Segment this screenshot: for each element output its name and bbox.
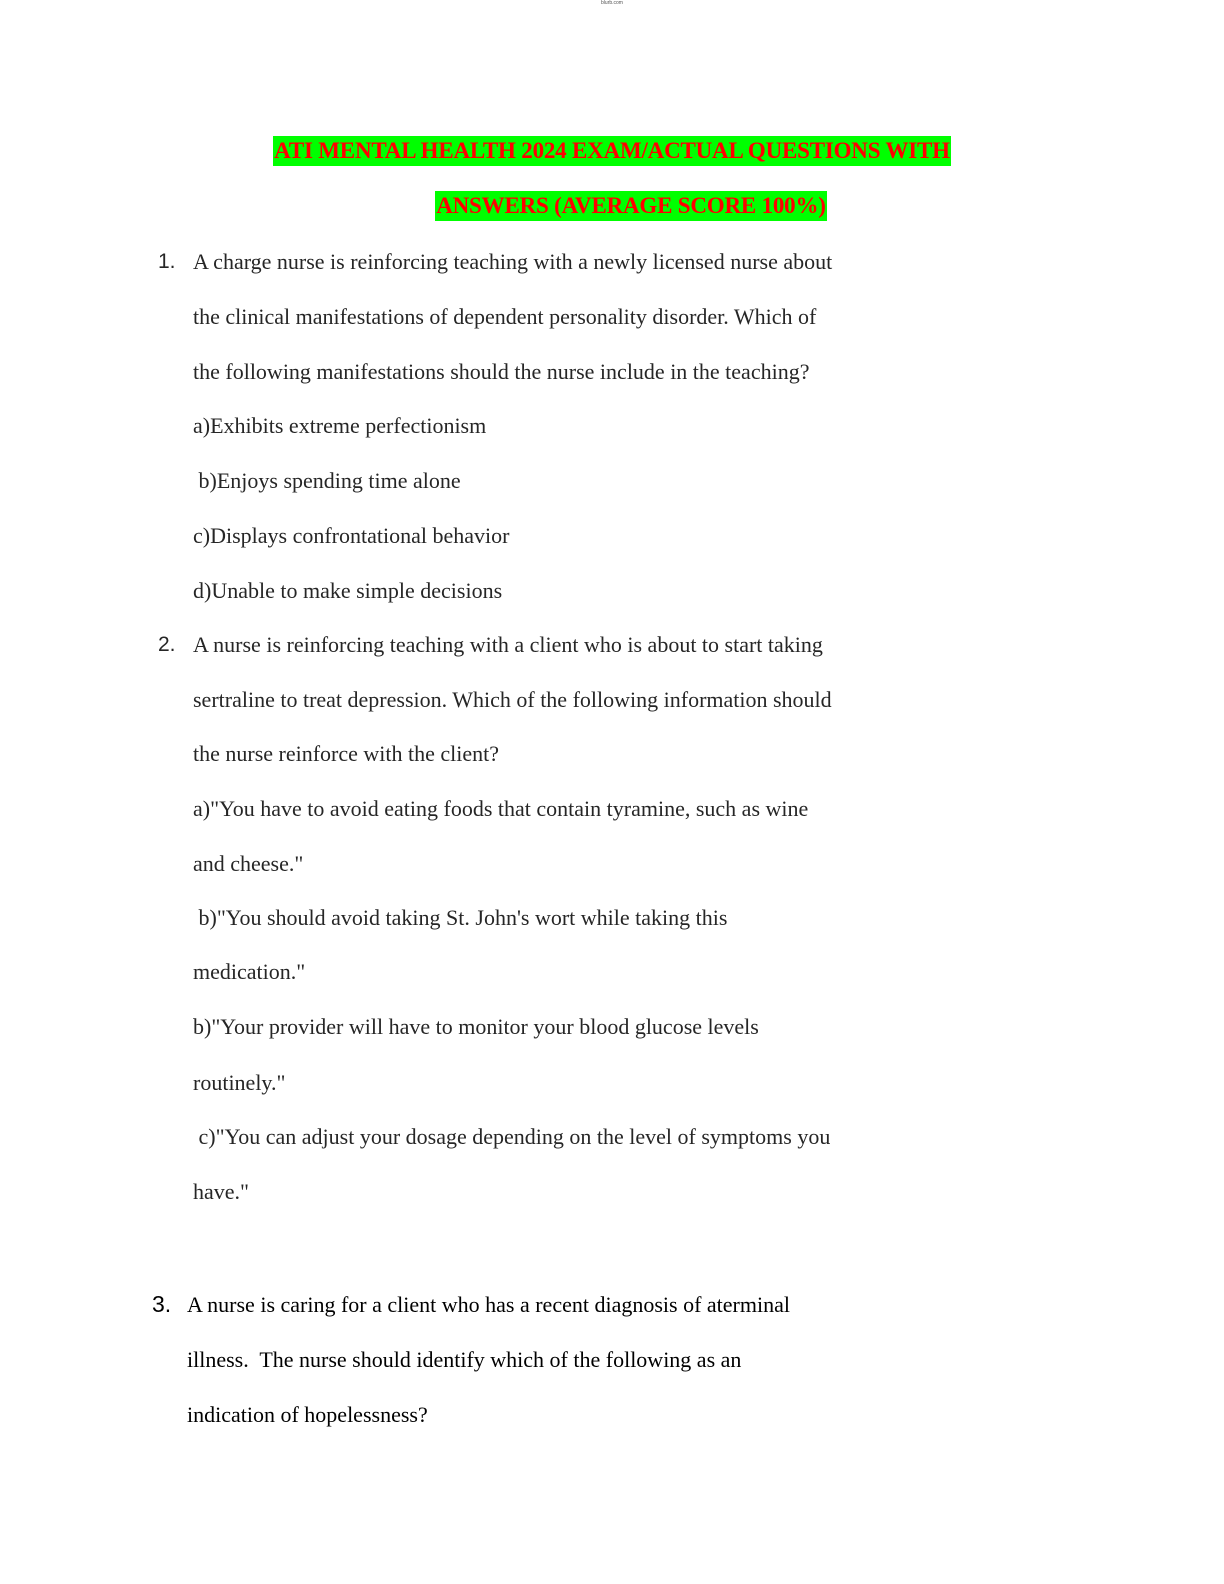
question-stem-line: the clinical manifestations of dependent personality disorder. Which of xyxy=(193,304,817,329)
question-stem-line: A nurse is reinforcing teaching with a client who is about to start taking xyxy=(193,632,823,657)
answer-option: a)Exhibits extreme perfectionism xyxy=(193,413,487,438)
question-stem-line: the following manifestations should the nurse include in the teaching? xyxy=(193,359,810,384)
answer-option: b)Enjoys spending time alone xyxy=(193,468,461,493)
title-highlight-2: ANSWERS (AVERAGE SCORE 100%) xyxy=(435,191,827,221)
question-number: 2. xyxy=(158,633,176,656)
answer-option: b)"Your provider will have to monitor your blood glucose levels xyxy=(193,1014,759,1039)
watermark: blurb.com xyxy=(601,0,623,6)
answer-option-continued: and cheese." xyxy=(193,851,304,876)
answer-option-continued: routinely." xyxy=(193,1070,286,1095)
question-stem-line: sertraline to treat depression. Which of the following information should xyxy=(193,687,832,712)
answer-option: d)Unable to make simple decisions xyxy=(193,578,503,603)
title-line-2 xyxy=(0,191,1224,223)
answer-option: a)"You have to avoid eating foods that contain tyramine, such as wine xyxy=(193,796,809,821)
question-stem-line: illness. The nurse should identify which of the following as an xyxy=(187,1347,742,1372)
question-stem-line: A nurse is caring for a client who has a recent diagnosis of aterminal xyxy=(187,1292,790,1317)
answer-option-continued: medication." xyxy=(193,959,306,984)
question-stem-line: the nurse reinforce with the client? xyxy=(193,741,500,766)
question-number: 1. xyxy=(158,250,176,273)
question-number: 3. xyxy=(152,1291,172,1317)
question-stem-line: indication of hopelessness? xyxy=(187,1402,428,1427)
answer-option: b)"You should avoid taking St. John's wort while taking this xyxy=(193,905,728,930)
question-stem-line: A charge nurse is reinforcing teaching with a newly licensed nurse about xyxy=(193,249,833,274)
answer-option: c)"You can adjust your dosage depending on the level of symptoms you xyxy=(193,1124,831,1149)
answer-option: c)Displays confrontational behavior xyxy=(193,523,510,548)
title-highlight-1: ATI MENTAL HEALTH 2024 EXAM/ACTUAL QUESTIONS WITH xyxy=(273,136,951,166)
title-line-1 xyxy=(0,136,1224,168)
answer-option-continued: have." xyxy=(193,1179,250,1204)
